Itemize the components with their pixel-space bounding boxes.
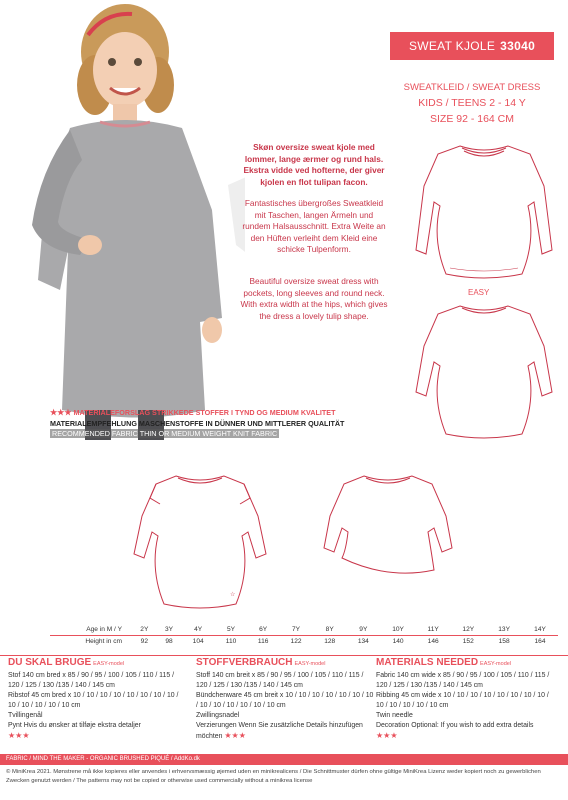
height-cell: 158: [498, 638, 510, 645]
drawing-dress-front: [410, 140, 558, 280]
needs-english-needle: Twin needle: [376, 712, 413, 719]
stars-icon: ★★★: [50, 408, 72, 417]
age-cell: 12Y: [450, 624, 486, 636]
height-cell: 116: [257, 638, 269, 645]
needs-german-deco: Verzierungen Wenn Sie zusätzliche Details hinzufügen möchten: [196, 722, 363, 740]
svg-text:☆: ☆: [230, 592, 236, 598]
height-cell: 98: [165, 638, 173, 645]
needs-german-rib: Bündchenware 45 cm breit x 10 / 10 / 10 / 10 / 10 / 10 / 10 / 10 / 10 / 10 / 10 / 10 / 10 cm: [196, 692, 374, 709]
age-cell: 11Y: [416, 624, 450, 636]
height-cell: 140: [392, 638, 404, 645]
footer-bar: FABRIC / MIND THE MAKER - ORGANIC BRUSHED PIQUÉ / AddKo.dk: [0, 754, 568, 765]
needs-german-needle: Zwillingsnadel: [196, 712, 240, 719]
pattern-number: 33040: [500, 39, 536, 53]
age-cell: 8Y: [313, 624, 347, 636]
fabric-danish: MATERIALEFORSLAG STRIKKEDE STOFFER I TYND OG MEDIUM KVALITET: [73, 408, 336, 417]
needs-english-heading: MATERIALS NEEDED: [376, 657, 479, 668]
subtitle-type: SWEATKLEID / SWEAT DRESS: [403, 82, 541, 93]
age-label: Age in M / Y: [50, 624, 132, 636]
height-cell: 110: [225, 638, 237, 645]
size-table: [50, 624, 558, 647]
needs-danish-deco: Pynt Hvis du ønsker at tilføje ekstra detaljer: [8, 722, 141, 729]
age-cell: 13Y: [486, 624, 522, 636]
stars-icon: ★★★: [8, 731, 30, 740]
age-cell: 10Y: [380, 624, 416, 636]
height-row: [50, 636, 558, 648]
description-german: Fantastisches übergroßes Sweatkleid mit Taschen, langen Ärmeln und rundem Halsausschnitt. Extra Weite an den Hüften verleiht dem Kleid eine schicke Tulpenform.: [242, 198, 386, 254]
age-cell: 5Y: [215, 624, 247, 636]
pattern-name: SWEAT KJOLE: [408, 39, 496, 53]
stars-icon: ★★★: [376, 731, 398, 740]
fabric-german: MATERIALEMPFEHLUNG MASCHENSTOFFE IN DÜNNER UND MITTLERER QUALITÄT: [50, 418, 345, 428]
needs-german-tag: EASY-model: [294, 661, 326, 667]
height-cell: 134: [357, 638, 369, 645]
easy-label: EASY: [468, 288, 490, 297]
copyright-notice: © MiniKrea 2021. Mønstrene må ikke kopieres eller anvendes i erhvervsmæssig øjemed uden en minikrealicens / Die Schnittmuster dürfen ohne gültige MiniKrea Lizenz weder kopiert noch zu gewerblichen Zwecken genutzt werden / The patterns may not be copied or otherwise used commercially without a minikrea license: [6, 769, 541, 784]
height-cell: 122: [290, 638, 302, 645]
subtitle-size: SIZE 92 - 164 CM: [429, 113, 515, 125]
drawing-dress-easy: [410, 300, 558, 440]
drawing-dress-ruffle: [130, 470, 270, 610]
height-cell: 152: [462, 638, 474, 645]
age-cell: 3Y: [157, 624, 182, 636]
stars-icon: ★★★: [224, 731, 246, 740]
drawing-top-hilo: [318, 470, 458, 580]
needs-german-heading: STOFFVERBRAUCH: [196, 657, 293, 668]
age-cell: 2Y: [132, 624, 157, 636]
needs-danish: [8, 656, 186, 741]
height-cell: 146: [427, 638, 439, 645]
height-label: Height in cm: [85, 638, 122, 645]
needs-english-rib: Ribbing 45 cm wide x 10 / 10 / 10 / 10 / 10 / 10 / 10 / 10 / 10 / 10 / 10 / 10 / 10 cm: [376, 692, 549, 709]
needs-danish-needle: Tvillingenål: [8, 712, 43, 719]
height-cell: 104: [192, 638, 204, 645]
needs-english-tag: EASY-model: [480, 661, 512, 667]
needs-english: [376, 656, 554, 742]
height-cell: 92: [140, 638, 148, 645]
description-english: Beautiful oversize sweat dress with pockets, long sleeves and round neck. With extra width at the hips, which gives the dress a lovely tulip shape.: [240, 276, 388, 321]
model-photo: [0, 0, 245, 440]
needs-english-deco: Decoration Optional: If you wish to add extra details: [376, 722, 534, 729]
needs-german: [196, 656, 374, 742]
pattern-title: [390, 32, 554, 60]
age-row: [50, 624, 558, 636]
needs-german-fabric: Stoff 140 cm breit x 85 / 90 / 95 / 100 / 105 / 110 / 115 / 120 / 125 / 130 /135 / 140 / 145 cm: [196, 672, 364, 689]
height-cell: 164: [534, 638, 546, 645]
description-danish: Skøn oversize sweat kjole med lommer, lange ærmer og rund hals. Ekstra vidde ved hofterne, der giver kjolen en flot tulipan facon.: [243, 142, 385, 187]
age-cell: 14Y: [522, 624, 558, 636]
fabric-english: RECOMMENDED FABRIC THIN OR MEDIUM WEIGHT KNIT FABRIC: [52, 429, 278, 438]
age-cell: 9Y: [347, 624, 381, 636]
needs-danish-rib: Ribstof 45 cm bred x 10 / 10 / 10 / 10 / 10 / 10 / 10 / 10 / 10 / 10 / 10 / 10 / 10 cm: [8, 692, 179, 709]
needs-english-fabric: Fabric 140 cm wide x 85 / 90 / 95 / 100 / 105 / 110 / 115 / 120 / 125 / 130 /135 / 140 / 145 cm: [376, 672, 550, 689]
needs-danish-tag: EASY-model: [93, 661, 125, 667]
age-cell: 4Y: [181, 624, 215, 636]
fabric-recommendation: [50, 408, 380, 440]
age-cell: 7Y: [279, 624, 313, 636]
height-cell: 128: [324, 638, 336, 645]
age-cell: 6Y: [247, 624, 279, 636]
needs-danish-heading: DU SKAL BRUGE: [8, 657, 92, 668]
subtitle-age: KIDS / TEENS 2 - 14 Y: [418, 97, 526, 109]
needs-danish-fabric: Stof 140 cm bred x 85 / 90 / 95 / 100 / 105 / 110 / 115 / 120 / 125 / 130 /135 / 140 / 145 cm: [8, 672, 174, 689]
